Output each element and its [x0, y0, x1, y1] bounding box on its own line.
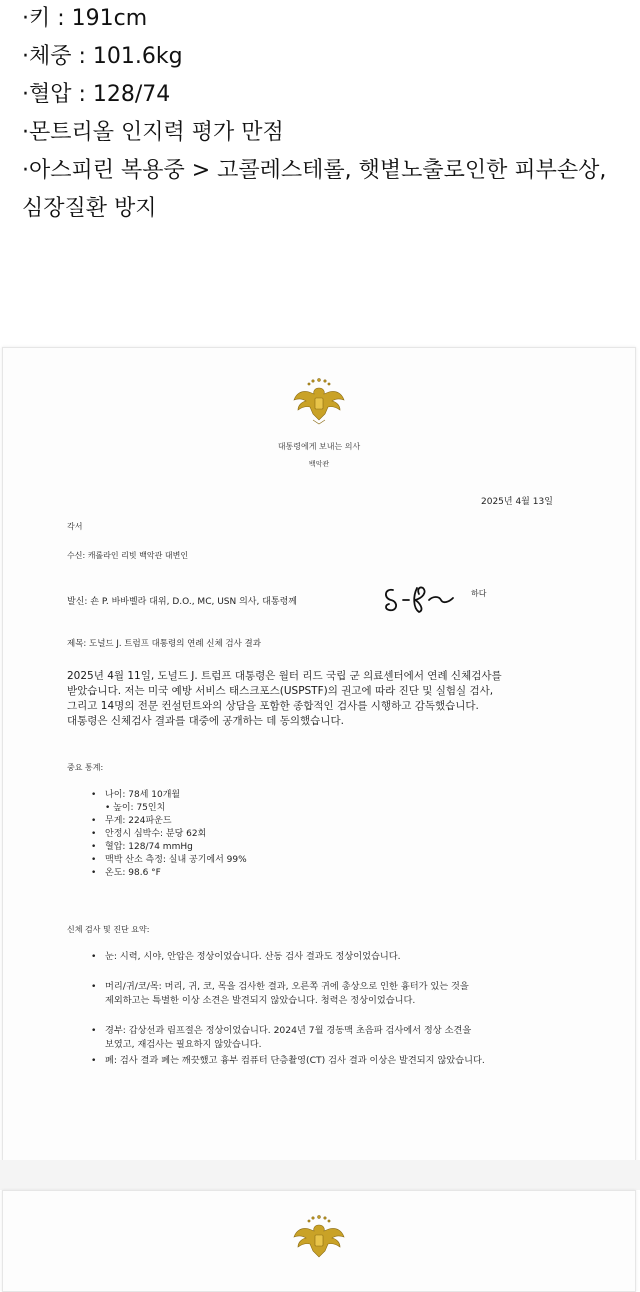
letter-page-2: [2, 1190, 636, 1292]
signature-suffix: 하다: [471, 589, 487, 598]
subject-line: 제목: 도널드 J. 트럼프 대통령의 연례 신체 검사 결과: [67, 639, 261, 649]
exam-neck: [91, 1024, 591, 1052]
intro-line-2: 받았습니다. 저는 미국 예방 서비스 태스크포스(USPSTF)의 권고에 따라 진단 및 실험실 검사,: [67, 685, 494, 697]
weight-line: ·체중 : 101.6kg: [22, 44, 183, 69]
intro-line-4: 대통령은 신체검사 결과를 대중에 공개하는 데 동의했습니다.: [67, 715, 344, 727]
vital-oxygen: • 맥박 산소 측정: 실내 공기에서 99%: [91, 854, 247, 867]
letterhead-subtitle: 백악관: [308, 460, 330, 468]
vital-weight: • 무게: 224파운드: [91, 815, 247, 828]
memo-label: 각서: [67, 522, 83, 531]
intro-paragraph: [67, 669, 607, 729]
exam-lungs: [91, 1054, 591, 1068]
to-line: 수신: 캐롤라인 리빗 백악관 대변인: [67, 551, 189, 560]
letter-date: 2025년 4월 13일: [481, 497, 553, 507]
exam-neck-line-1: • 경부: 갑상선과 림프절은 정상이었습니다. 2024년 7월 경동맥 초음파 검사에서 정상 소견을: [105, 1025, 472, 1036]
vital-blood-pressure: • 혈압: 128/74 mmHg: [91, 841, 247, 854]
vital-temperature: • 온도: 98.6 °F: [91, 867, 247, 880]
presidential-seal-icon: [291, 1211, 347, 1263]
vital-heart-rate: • 안정시 심박수: 분당 62회: [91, 828, 247, 841]
exam-neck-line-2: 보였고, 재검사는 필요하지 않았습니다.: [105, 1039, 262, 1050]
height-line: ·키 : 191cm: [22, 6, 148, 31]
exam-lungs-line: • 폐: 검사 결과 폐는 깨끗했고 흉부 컴퓨터 단층촬영(CT) 검사 결과 이상은 발견되지 않았습니다.: [105, 1055, 485, 1066]
intro-line-3: 그리고 14명의 전문 컨설턴트와의 상담을 포함한 종합적인 검사를 시행하고 감독했습니다.: [67, 700, 479, 712]
signature: [379, 580, 469, 620]
page-gap: [0, 1160, 640, 1190]
top-summary: [22, 0, 632, 228]
exam-list: [91, 950, 591, 1068]
exam-heent: [91, 980, 591, 1008]
letterhead-title: 대통령에게 보내는 의사: [277, 442, 361, 451]
vital-height: [91, 802, 247, 815]
intro-line-1: 2025년 4월 11일, 도널드 J. 트럼프 대통령은 월터 리드 국립 군 의료센터에서 연례 신체검사를: [67, 670, 502, 682]
blood-pressure-line: ·혈압 : 128/74: [22, 82, 171, 107]
aspirin-line: ·아스피린 복용중 > 고콜레스테롤, 햇볕노출로인한 피부손상, 심장질환 방지: [22, 158, 607, 221]
vitals-heading: 중요 통계:: [67, 763, 104, 772]
exam-heent-line-1: • 머리/귀/코/목: 머리, 귀, 코, 목을 검사한 결과, 오른쪽 귀에 총상으로 인한 흉터가 있는 것을: [105, 981, 469, 992]
exam-heent-line-2: 제외하고는 특별한 이상 소견은 발견되지 않았습니다. 청력은 정상이었습니다.: [105, 995, 416, 1006]
exam-heading: 신체 검사 및 진단 요약:: [67, 925, 150, 934]
vital-height-text: • 높이: 75인치: [105, 803, 166, 813]
vital-age: • 나이: 78세 10개월: [91, 789, 247, 802]
vitals-list: [91, 789, 247, 880]
letter-page: [2, 347, 636, 1161]
exam-eyes: [91, 950, 591, 964]
presidential-seal-icon: [291, 374, 347, 426]
from-line: 발신: 숀 P. 바바벨라 대위, D.O., MC, USN 의사, 대통령께: [67, 597, 297, 607]
exam-eyes-line: • 눈: 시력, 시야, 안압은 정상이었습니다. 산동 검사 결과도 정상이었습니다.: [105, 951, 401, 962]
cognitive-test-line: ·몬트리올 인지력 평가 만점: [22, 120, 284, 145]
